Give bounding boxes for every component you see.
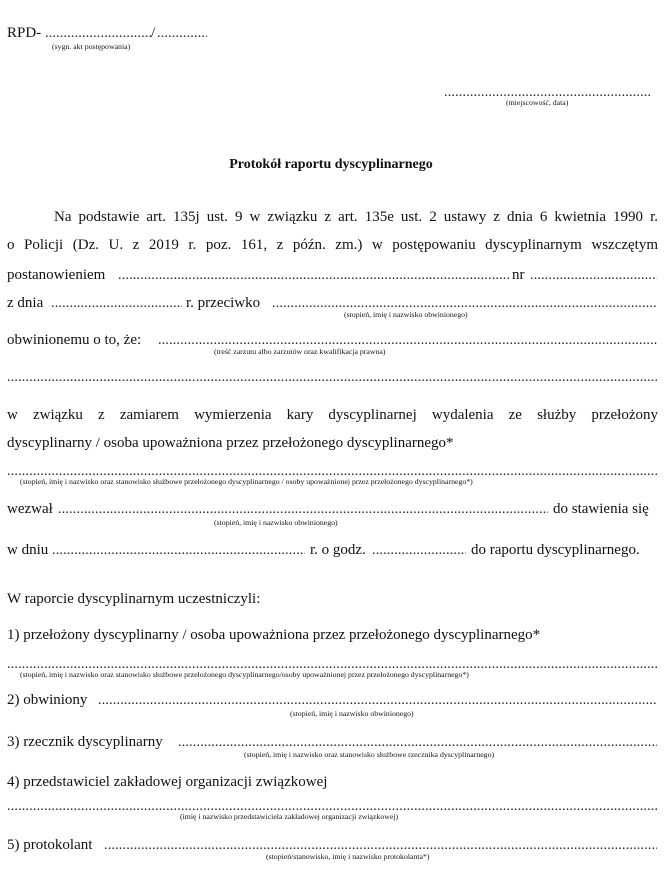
case-number-field[interactable] [45, 27, 151, 41]
participants-heading: W raporcie dyscyplinarnym uczestniczyli: [7, 591, 261, 607]
place-date-caption: (miejscowość, data) [506, 98, 569, 107]
intent-line-1: w związku z zamiarem wymierzenia kary dyscyplinarnej wydalenia ze służby przełożony [7, 407, 658, 423]
o-godz-label: r. o godz. [310, 542, 366, 558]
resolution-date-field[interactable] [51, 297, 182, 311]
r-przeciwko-label: r. przeciwko [186, 295, 261, 311]
intent-line-2: dyscyplinarny / osoba upoważniona przez przełożonego dyscyplinarnego* [7, 435, 454, 451]
charge-field[interactable] [158, 334, 657, 348]
summoned-caption: (stopień, imię i nazwisko obwinionego) [214, 518, 338, 527]
case-year-field[interactable] [157, 27, 207, 41]
accused-field[interactable] [272, 297, 657, 311]
do-raportu-label: do raportu dyscyplinarnego. [471, 542, 640, 558]
participant-2-field[interactable] [98, 694, 657, 708]
do-stawienia-label: do stawienia się [553, 501, 649, 517]
charge-continuation-field[interactable] [7, 371, 657, 385]
participant-3-field[interactable] [178, 736, 657, 750]
wezwal-label: wezwał [7, 501, 53, 517]
postanowieniem-label: postanowieniem [7, 267, 106, 283]
report-time-field[interactable] [372, 544, 466, 558]
resolution-field[interactable] [118, 269, 509, 283]
participant-2-label: 2) obwiniony [7, 692, 88, 708]
participant-5-field[interactable] [104, 839, 657, 853]
superior-caption: (stopień, imię i nazwisko oraz stanowisko służbowe przełożonego dyscyplinarnego / osoby upoważnionej przez przełożonego dyscyplinarnego*) [20, 477, 473, 486]
participant-2-caption: (stopień, imię i nazwisko obwinionego) [290, 709, 414, 718]
nr-label: nr [512, 267, 525, 283]
z-dnia-label: z dnia [7, 295, 44, 311]
participant-4-caption: (imię i nazwisko przedstawiciela zakładowej organizacji związkowej) [180, 812, 399, 821]
rpd-slash: / [151, 25, 156, 41]
obwinionemu-label: obwinionemu o to, że: [7, 332, 142, 348]
report-date-field[interactable] [52, 544, 305, 558]
rpd-prefix: RPD- [7, 25, 42, 41]
resolution-number-field[interactable] [530, 269, 657, 283]
participant-3-label: 3) rzecznik dyscyplinarny [7, 734, 163, 750]
participant-4-label: 4) przedstawiciel zakładowej organizacji związkowej [7, 774, 328, 790]
participant-1-label: 1) przełożony dyscyplinarny / osoba upoważniona przez przełożonego dyscyplinarnego* [7, 627, 541, 643]
summoned-field[interactable] [58, 503, 548, 517]
participant-5-caption: (stopień/stanowisko, imię i nazwisko protokolanta*) [266, 852, 430, 861]
w-dniu-label: w dniu [7, 542, 49, 558]
participant-3-caption: (stopień, imię i nazwisko oraz stanowisko służbowe rzecznika dyscyplinarnego) [244, 750, 495, 759]
intro-line-2: o Policji (Dz. U. z 2019 r. poz. 161, z późn. zm.) w postępowaniu dyscyplinarnym wszczętym [7, 237, 658, 253]
document-title: Protokół raportu dyscyplinarnego [229, 157, 433, 172]
participant-5-label: 5) protokolant [7, 837, 93, 853]
charge-caption: (treść zarzutu albo zarzutów oraz kwalifikacja prawna) [214, 347, 386, 356]
case-number-caption: (sygn. akt postępowania) [52, 42, 131, 51]
participant-1-caption: (stopień, imię i nazwisko oraz stanowisko służbowe przełożonego dyscyplinarnego/osoby upoważnionej przez przełożonego dyscyplinarnego*) [20, 670, 469, 679]
accused-caption: (stopień, imię i nazwisko obwinionego) [344, 310, 468, 319]
intro-line-1: Na podstawie art. 135j ust. 9 w związku z art. 135e ust. 2 ustawy z dnia 6 kwietnia 1990 r. [54, 209, 658, 225]
